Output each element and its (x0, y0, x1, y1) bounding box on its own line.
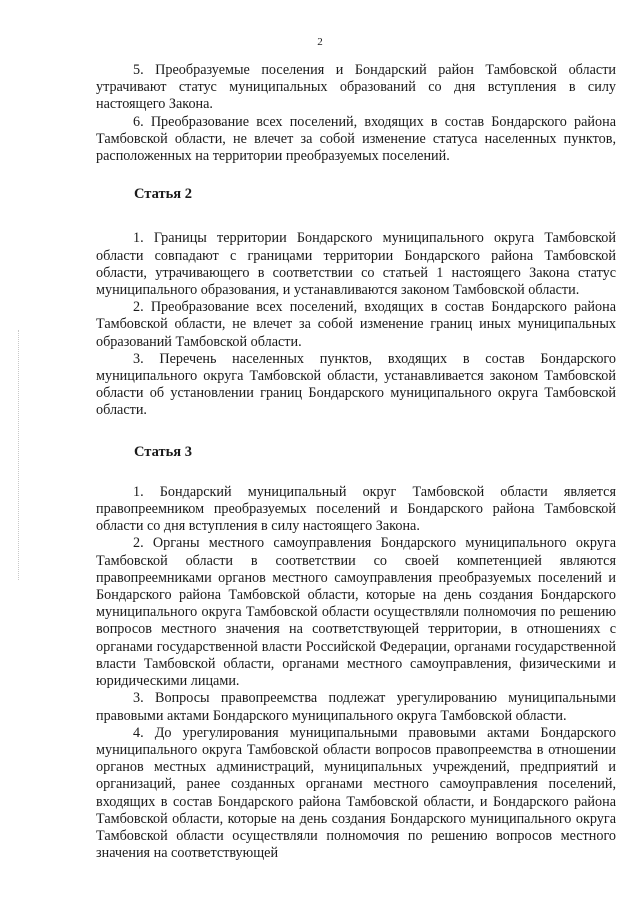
paragraph: 3. Перечень населенных пунктов, входящих в состав Бондарского муниципального округа Тамбовской области, устанавливается законом Тамбовской области об установлении границ Бондарского муниципального округа Тамбовской области. (96, 350, 616, 419)
paragraph: 1. Границы территории Бондарского муниципального округа Тамбовской области совпадают с границами территории Бондарского района Тамбовской области, утрачивающего в соответствии со статьей 1 настоящего Закона статус муниципального образования, и устанавливаются законом Тамбовской области. (96, 230, 616, 299)
paragraph: 5. Преобразуемые поселения и Бондарский район Тамбовской области утрачивают статус муниципальных образований со дня вступления в силу настоящего Закона. (96, 62, 616, 113)
paragraph: 6. Преобразование всех поселений, входящих в состав Бондарского района Тамбовской области, не влечет за собой изменение статуса населенных пунктов, расположенных на территории преобразуемых поселений. (96, 113, 616, 165)
document-body (96, 62, 616, 862)
page-number: 2 (317, 36, 323, 48)
paragraph: 1. Бондарский муниципальный округ Тамбовской области является правопреемником преобразуемых поселений и Бондарского района Тамбовской области со дня вступления в силу настоящего Закона. (96, 483, 616, 535)
article-2-body (96, 230, 616, 419)
paragraph: 3. Вопросы правопреемства подлежат урегулированию муниципальными правовыми актами Бондарского муниципального округа Тамбовской области. (96, 690, 616, 724)
article-3-body (96, 484, 616, 862)
article-2-heading: Статья 2 (134, 186, 192, 203)
article-1-continuation (96, 62, 616, 165)
paragraph: 2. Преобразование всех поселений, входящих в состав Бондарского района Тамбовской области, не влечет за собой изменение границ иных муниципальных образований Тамбовской области. (96, 299, 616, 350)
paragraph: 4. До урегулирования муниципальными правовыми актами Бондарского муниципального округа Тамбовской области вопросов правопреемства в отношении органов местных администраций, муниципальных учреждений, предприятий и организаций, ранее созданных органами местного самоуправления поселений, входящих в состав Бондарского района Тамбовской области, и Бондарского района Тамбовской области, которые на день создания Бондарского муниципального округа Тамбовской области осуществляли полномочия по решению вопросов местного значения на соответствующей (96, 724, 616, 862)
article-3-heading: Статья 3 (134, 443, 192, 460)
margin-mark (18, 330, 20, 580)
paragraph: 2. Органы местного самоуправления Бондарского муниципального округа Тамбовской области в соответствии со своей компетенцией являются правопреемниками органов местного самоуправления преобразуемых поселений и Бондарского района Тамбовской области, которые на день создания Бондарского муниципального округа Тамбовской области осуществляли полномочия по решению вопросов местного значения на соответствующей территории, в отношениях с органами государственной власти Российской Федерации, органами государственной власти Тамбовской области, органами местного самоуправления, физическими и юридическими лицами. (96, 535, 616, 690)
